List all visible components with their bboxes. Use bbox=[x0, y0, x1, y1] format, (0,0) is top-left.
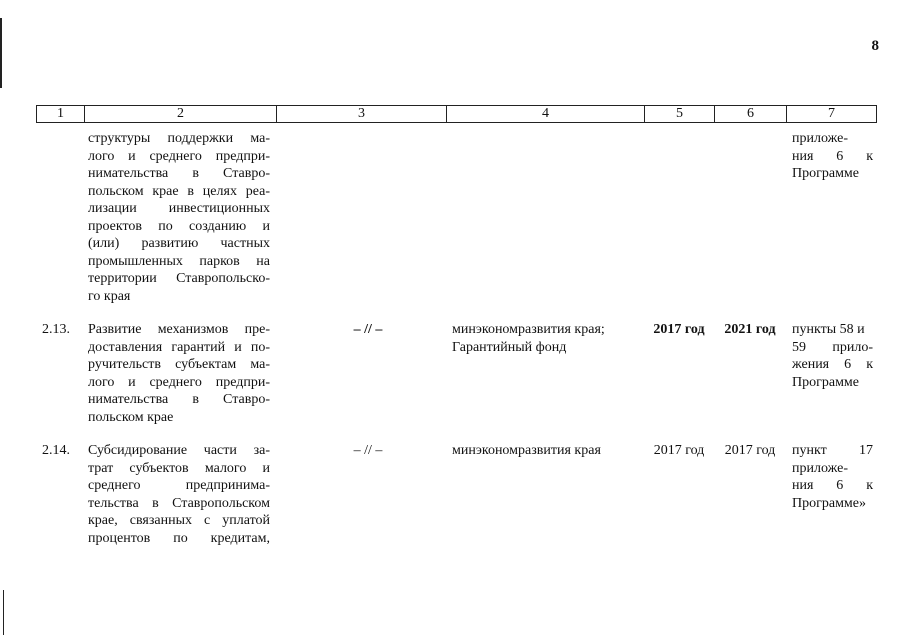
header-cell-2: 2 bbox=[85, 106, 277, 122]
measure-line: структуры поддержки ма- bbox=[88, 131, 270, 146]
header-cell-6: 6 bbox=[715, 106, 787, 122]
ref-cell bbox=[276, 130, 446, 305]
page-number: 8 bbox=[871, 38, 879, 54]
measure-line: польском крае bbox=[88, 409, 174, 425]
points-line: Программе bbox=[792, 166, 859, 181]
points-line: ния 6 к bbox=[792, 478, 873, 493]
measure-line: доставления гарантий и по- bbox=[88, 339, 270, 355]
measure-line: нимательства в Ставро- bbox=[88, 166, 270, 181]
year-end: 2021 год bbox=[724, 322, 776, 337]
measure-name bbox=[84, 321, 276, 426]
measure-name bbox=[84, 442, 276, 547]
measure-line: ручительств субъектам ма- bbox=[88, 357, 270, 372]
measure-line: процентов по кредитам, bbox=[88, 530, 270, 546]
points-line: приложе- bbox=[792, 131, 848, 146]
points-cell bbox=[786, 130, 877, 305]
header-cell-4: 4 bbox=[447, 106, 645, 122]
points-line: приложе- bbox=[792, 460, 848, 476]
measure-line: лого и среднего предпри- bbox=[88, 148, 270, 164]
measure-line: нимательства в Ставро- bbox=[88, 392, 270, 407]
table-body bbox=[36, 130, 877, 547]
table-row bbox=[36, 321, 877, 426]
measure-line: крае, связанных с уплатой bbox=[88, 513, 270, 528]
points-line: жения 6 к bbox=[792, 357, 873, 372]
year-end bbox=[714, 130, 786, 305]
measure-line: лизации инвестиционных bbox=[88, 201, 270, 216]
points-line: 59 прило- bbox=[792, 339, 873, 355]
year-start: 2017 год bbox=[653, 322, 705, 337]
year-start bbox=[644, 130, 714, 305]
measure-line: трат субъектов малого и bbox=[88, 460, 270, 476]
executor-cell: минэкономразвития края bbox=[452, 443, 601, 458]
executor-cell: минэкономразвития края; Гарантийный фонд bbox=[452, 322, 605, 355]
row-number: 2.14. bbox=[42, 443, 70, 458]
measure-line: Развитие механизмов пре- bbox=[88, 322, 270, 337]
measure-line: промышленных парков на bbox=[88, 253, 270, 269]
year-start: 2017 год bbox=[653, 443, 705, 458]
measure-line: (или) развитию частных bbox=[88, 236, 270, 251]
ref-cell: – // – bbox=[353, 322, 383, 337]
measure-line: проектов по созданию и bbox=[88, 218, 270, 234]
points-line: пункт 17 bbox=[792, 443, 873, 458]
measure-line: лого и среднего предпри- bbox=[88, 374, 270, 390]
points-cell bbox=[786, 442, 877, 547]
header-cell-1: 1 bbox=[37, 106, 85, 122]
measure-line: тельства в Ставропольском bbox=[88, 495, 270, 511]
executor-cell bbox=[446, 130, 644, 305]
table-row bbox=[36, 442, 877, 547]
points-line: пункты 58 и bbox=[792, 322, 865, 337]
measure-line: польском крае в целях реа- bbox=[88, 183, 270, 199]
measure-name bbox=[84, 130, 276, 305]
ref-cell: – // – bbox=[353, 443, 383, 458]
header-cell-7: 7 bbox=[828, 106, 835, 121]
points-line: Программе bbox=[792, 374, 859, 390]
points-line: Программе» bbox=[792, 495, 866, 511]
measure-line: территории Ставропольско- bbox=[88, 271, 270, 286]
row-number: 2.13. bbox=[42, 322, 70, 337]
measure-line: Субсидирование части за- bbox=[88, 443, 270, 458]
points-cell bbox=[786, 321, 877, 426]
header-cell-3: 3 bbox=[277, 106, 447, 122]
measure-line: го края bbox=[88, 288, 131, 304]
header-cell-5: 5 bbox=[645, 106, 715, 122]
margin-line bbox=[0, 18, 2, 88]
table-header bbox=[36, 105, 877, 123]
year-end: 2017 год bbox=[724, 443, 776, 458]
measure-line: среднего предпринима- bbox=[88, 478, 270, 493]
margin-line bbox=[3, 590, 4, 635]
points-line: ния 6 к bbox=[792, 148, 873, 164]
table-row bbox=[36, 130, 877, 305]
row-number bbox=[36, 130, 84, 305]
